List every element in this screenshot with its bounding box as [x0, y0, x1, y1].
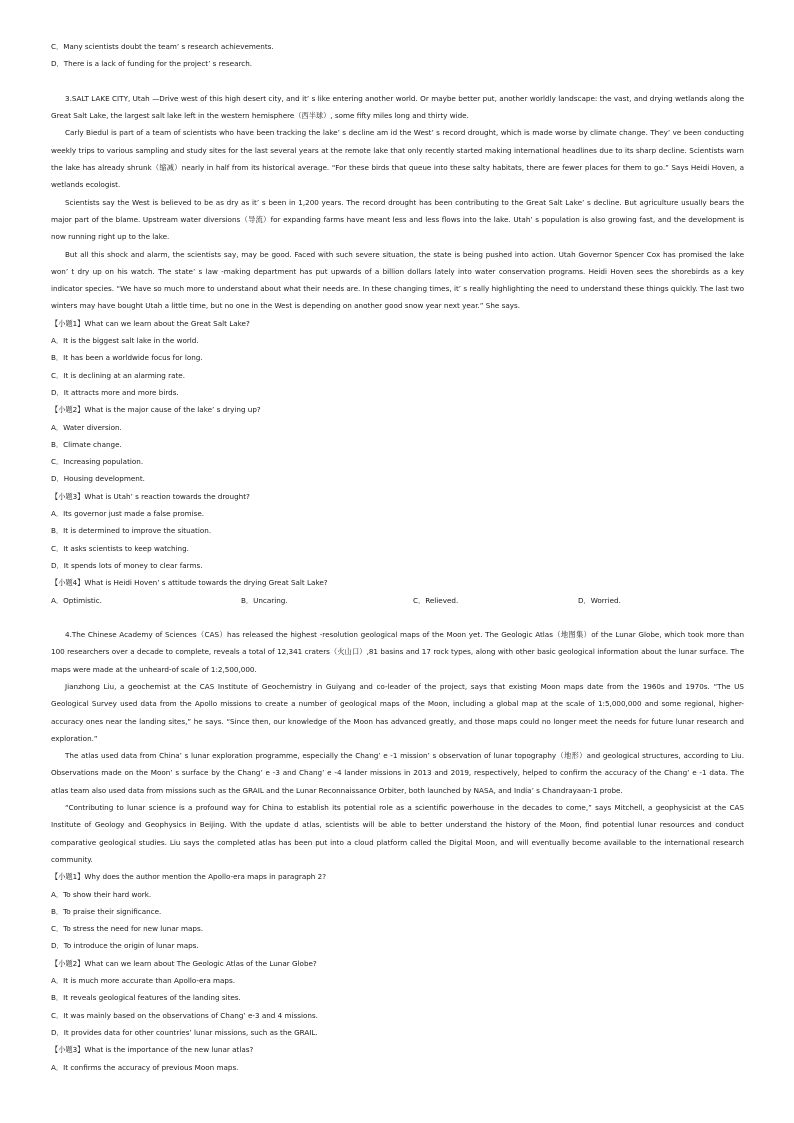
answer-option: B．Climate change. — [51, 439, 122, 449]
answer-option: C．Increasing population. — [51, 457, 144, 467]
passage3-paragraph-3: Scientists say the West is believed to be as dry as it’ s been in 1,200 years. The record drought has been contributing to the Great Salt Lake’ s decline. But agriculture usually bears the major part of the blame. Upstream water diversions（导流）for expanding farms have meant less and less flows into the lake. Utah’ s population is also growing fast, and the development is now running right up to the lake. — [51, 197, 744, 242]
answer-option: D．It spends lots of money to clear farms. — [51, 560, 203, 570]
passage4-paragraph-3: The atlas used data from China’ s lunar exploration programme, especially the Chang’ e -1 mission’ s observation of lunar topography（地形）and geological structures, according to Liu. Observations made on the Moon’ s surface by the Chang’ e -3 and Chang’ e -4 lander missions in 2013 and 2019, respectively, helped to confirm the accuracy of the Chang’ e -1 data. The atlas team also used data from missions such as the GRAIL and the Lunar Reconnaissance Orbiter, both launched by NASA, and India’ s Chandrayaan-1 probe. — [51, 751, 744, 795]
answer-option: A．It is much more accurate than Apollo-era maps. — [51, 976, 236, 986]
question-stem: 【小题3】What is Utah’ s reaction towards the drought? — [51, 491, 250, 501]
answer-options-row — [51, 592, 744, 609]
question-stem: 【小题2】What can we learn about The Geologic Atlas of the Lunar Globe? — [51, 958, 317, 968]
exam-page — [51, 38, 744, 1076]
question-stem: 【小题1】Why does the author mention the Apollo-era maps in paragraph 2? — [51, 872, 327, 882]
answer-option: B．It reveals geological features of the landing sites. — [51, 993, 241, 1003]
answer-option: B．It has been a worldwide focus for long. — [51, 353, 203, 363]
passage3-paragraph-4: But all this shock and alarm, the scientists say, may be good. Faced with such severe situation, the state is being pushed into action. Utah Governor Spencer Cox has promised the lake won’ t dry up on his watch. The state’ s law -making department has put upwards of a billion dollars lately into water conservation programs. Heidi Hoven sees the shorebirds as a key indicator species. “We have so much more to understand about what their needs are. In these changing times, it’ s really highlighting the need to understand these things quickly. The last two winters may have bought Utah a little time, but no one in the West is depending on another good snow year next year.” She says. — [51, 249, 744, 311]
question-stem: 【小题4】What is Heidi Hoven’ s attitude towards the drying Great Salt Lake? — [51, 578, 328, 588]
passage3-paragraph-1: 3.SALT LAKE CITY, Utah —Drive west of this high desert city, and it’ s like entering another world. Or maybe better put, another worldly landscape: the vast, and drying wetlands along the Great Salt Lake, the largest salt lake left in the western hemisphere（西半球）, some fifty miles long and thirty wide. — [51, 93, 744, 121]
answer-option: B．It is determined to improve the situation. — [51, 526, 212, 536]
question-stem: 【小题1】What can we learn about the Great Salt Lake? — [51, 318, 250, 328]
answer-option: A．To show their hard work. — [51, 889, 152, 899]
answer-option: C．To stress the need for new lunar maps. — [51, 924, 203, 934]
answer-option: C．It is declining at an alarming rate. — [51, 370, 186, 380]
passage4-paragraph-4: “Contributing to lunar science is a profound way for China to establish its potential role as a scientific powerhouse in the decades to come,” says Mitchell, a geophysicist at the CAS Institute of Geology and Geophysics in Beijing. With the update d atlas, scientists will be able to better understand the history of the Moon, find potential lunar resources and conduct comparative geological studies. Liu says the completed atlas has been put into a cloud platform called the Digital Moon, and will eventually become available to the international research community. — [51, 803, 744, 864]
answer-option: D．It attracts more and more birds. — [51, 387, 179, 397]
answer-option: C．Relieved. — [413, 595, 459, 605]
answer-option: C．It asks scientists to keep watching. — [51, 543, 189, 553]
answer-option: A．Water diversion. — [51, 422, 122, 432]
option-c: C．Many scientists doubt the team’ s research achievements. — [51, 42, 274, 51]
answer-option: D．Worried. — [578, 595, 621, 605]
answer-option: C．It was mainly based on the observations of Chang’ e-3 and 4 missions. — [51, 1010, 318, 1020]
answer-option: A．Its governor just made a false promise. — [51, 509, 205, 519]
answer-option: D．Housing development. — [51, 474, 145, 484]
answer-option: A．It is the biggest salt lake in the world. — [51, 336, 199, 346]
answer-option: D．It provides data for other countries’ lunar missions, such as the GRAIL. — [51, 1027, 318, 1037]
answer-option: D．To introduce the origin of lunar maps. — [51, 941, 199, 951]
answer-option: A．Optimistic. — [51, 595, 102, 605]
option-d: D．There is a lack of funding for the project’ s research. — [51, 59, 253, 69]
answer-option: A．It confirms the accuracy of previous Moon maps. — [51, 1062, 239, 1072]
passage4-paragraph-2: Jianzhong Liu, a geochemist at the CAS Institute of Geochemistry in Guiyang and co-leader of the project, says that existing Moon maps date from the 1960s and 1970s. “The US Geological Survey used data from the Apollo missions to create a number of geological maps of the Moon, including a global map at the scale of 1:5,000,000 and some regional, higher-accuracy ones near the landing sites,” he says. “Since then, our knowledge of the Moon has advanced greatly, and those maps could no longer meet the needs for future lunar research and exploration.” — [51, 681, 744, 743]
answer-option: B．To praise their significance. — [51, 906, 162, 916]
question-stem: 【小题3】What is the importance of the new lunar atlas? — [51, 1045, 254, 1055]
passage4-paragraph-1: 4.The Chinese Academy of Sciences（CAS）has released the highest -resolution geological maps of the Moon yet. The Geologic Atlas（地图集）of the Lunar Globe, which took more than 100 researchers over a decade to complete, reveals a total of 12,341 craters（火山口）,81 basins and 17 rock types, along with other basic geological information about the lunar surface. The maps were made at the unheard-of scale of 1:2,500,000. — [51, 630, 744, 674]
passage3-paragraph-2: Carly Biedul is part of a team of scientists who have been tracking the lake’ s decline am id the West’ s record drought, which is made worse by climate change. They’ ve been conducting weekly trips to various sampling and study sites for the last several years at the remote lake that only recently started making international headlines due to its sharp decline. Scientists warn the lake has already shrunk（缩减）nearly in half from its historical average. “For these birds that queue into these salty habitats, there are fewer places for them to go.” Says Heidi Hoven, a wetlands ecologist. — [51, 128, 744, 190]
question-stem: 【小题2】What is the major cause of the lake’ s drying up? — [51, 405, 261, 415]
answer-option: B．Uncaring. — [241, 595, 288, 605]
